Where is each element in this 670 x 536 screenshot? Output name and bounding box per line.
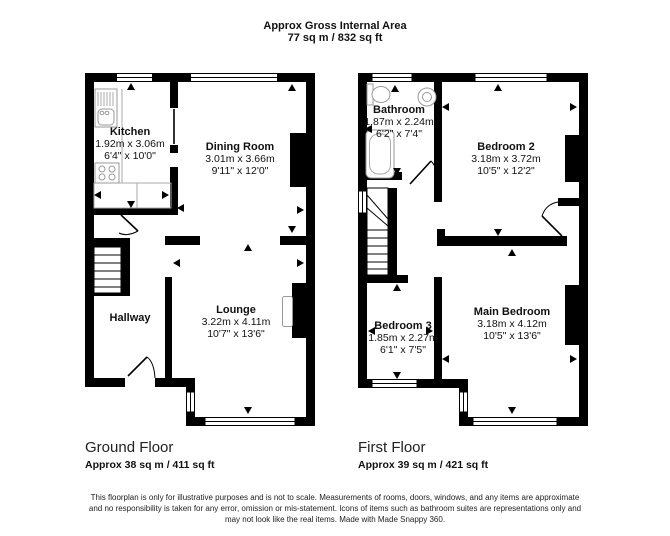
gross-area-title: Approx Gross Internal Area <box>263 20 407 32</box>
first-floor-plan <box>358 73 588 430</box>
kitchen-sink-icon <box>95 89 117 127</box>
room-label-main-bedroom: Main Bedroom 3.18m x 4.12m 10'5" x 13'6" <box>473 306 551 342</box>
room-label-bedroom-3: Bedroom 3 1.85m x 2.27m 6'1" x 7'5" <box>368 320 438 356</box>
first-floor-area: Approx 39 sq m / 421 sq ft <box>358 459 489 471</box>
room-label-kitchen: Kitchen 1.92m x 3.06m 6'4" x 10'0" <box>95 126 165 162</box>
ground-floor-caption <box>85 439 345 471</box>
ground-floor-name: Ground Floor <box>85 439 174 456</box>
chimney-breast <box>283 133 307 338</box>
toilet-icon <box>367 84 390 105</box>
room-label-hallway: Hallway <box>109 312 151 324</box>
first-floor-caption <box>358 439 618 471</box>
page-title <box>0 20 670 44</box>
ground-floor-plan <box>85 73 315 430</box>
room-label-bathroom: Bathroom 1.87m x 2.24m 6'2" x 7'4" <box>364 104 434 140</box>
disclaimer-line-1: This floorplan is only for illustrative purposes and is not to scale. Measurements of rooms, doors, windows, and any items are approximate <box>90 493 580 502</box>
room-label-lounge: Lounge 3.22m x 4.11m 10'7" x 13'6" <box>201 304 271 340</box>
disclaimer-line-2: and no responsibility is taken for any error, omission or mis-statement. Icons of items such as bathroom suites are representations only and <box>88 504 582 513</box>
first-floor-name: First Floor <box>358 439 426 456</box>
stove-icon <box>95 163 119 183</box>
stairs-icon <box>94 247 121 296</box>
fireplace-icon <box>283 297 293 327</box>
chimney-breast <box>565 135 579 345</box>
room-label-dining-room: Dining Room 3.01m x 3.66m 9'11" x 12'0" <box>205 141 275 177</box>
stairs-icon <box>367 188 388 275</box>
disclaimer <box>0 492 670 525</box>
disclaimer-line-3: may not look like the real items. Made with Made Snappy 360. <box>224 515 446 524</box>
room-label-bedroom-2: Bedroom 2 3.18m x 3.72m 10'5" x 12'2" <box>471 141 541 177</box>
gross-area-value: 77 sq m / 832 sq ft <box>287 32 383 44</box>
ground-floor-area: Approx 38 sq m / 411 sq ft <box>85 459 215 471</box>
